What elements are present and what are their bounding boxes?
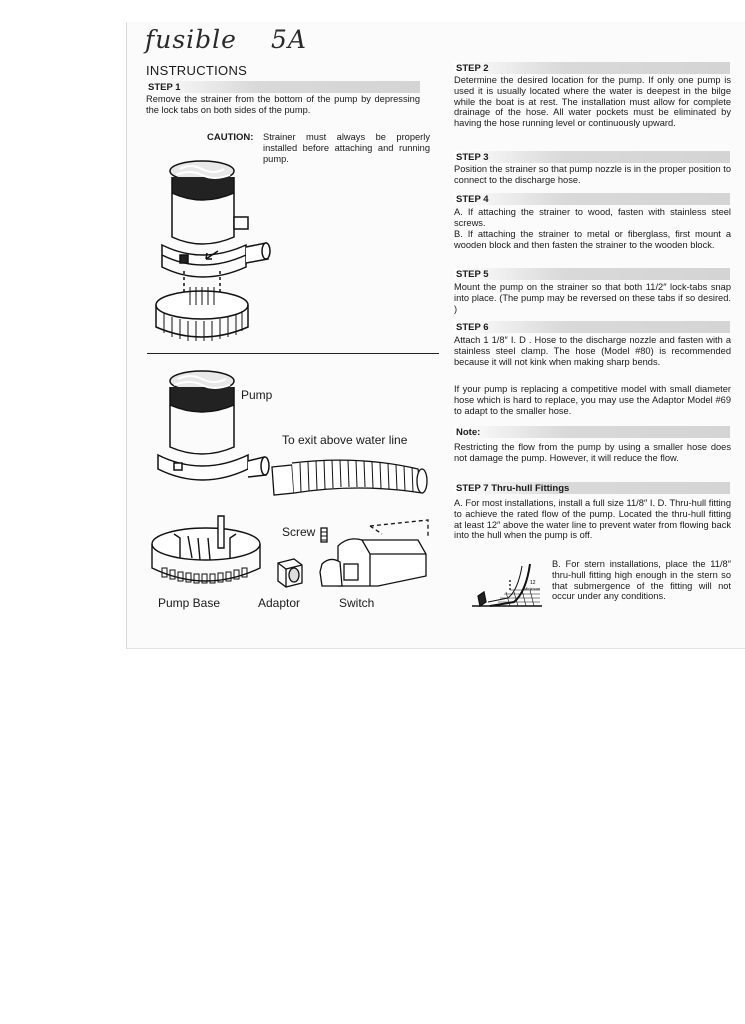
stern-mark-number: 12 xyxy=(530,580,536,586)
pump-base-label: Pump Base xyxy=(158,596,221,610)
step5-text: Mount the pump on the strainer so that both 11/2″ lock-tabs snap into place. (The pump may be reversed on these tabs if so desired. ) xyxy=(454,282,731,314)
section-divider xyxy=(147,353,439,354)
step7-text-b: B. For stern installations, place the 11/8″ thru-hull fitting high enough in the stern so that submergence of the fitting will not occur under any conditions. xyxy=(552,559,731,602)
step4-text-a: A. If attaching the strainer to wood, fasten with stainless steel screws. xyxy=(454,207,731,228)
stern-mark-unit: Minimum xyxy=(524,586,541,591)
adaptor-figure xyxy=(272,555,308,591)
pump-label: Pump xyxy=(241,388,273,402)
note-heading: Note: xyxy=(454,426,730,438)
adaptor-label: Adaptor xyxy=(258,596,301,610)
step1-heading: STEP 1 xyxy=(146,81,420,93)
exit-label: To exit above water line xyxy=(282,433,408,447)
pump-strainer-figure xyxy=(150,155,280,345)
step6-heading: STEP 6 xyxy=(454,321,730,333)
screw-label: Screw xyxy=(282,525,316,539)
step2-heading: STEP 2 xyxy=(454,62,730,74)
handwritten-amperage: 5A xyxy=(270,25,307,54)
hose-figure xyxy=(268,455,436,500)
switch-figure xyxy=(318,516,432,596)
step3-text: Position the strainer so that pump nozzle is in the proper position to connect to the discharge hose. xyxy=(454,164,731,185)
step4-text-b: B. If attaching the strainer to metal or fiberglass, first mount a wooden block and then fasten the strainer to the wooden block. xyxy=(454,229,731,250)
stern-fitting-figure xyxy=(470,562,550,612)
step7-text-a: A. For most installations, install a full size 11/8″ I. D. Thru-hull fitting to achieve the rated flow of the pump. Located the thru-hull fitting at least 12″ above the water line to prevent water from flowing back into the hull when the pump is off. xyxy=(454,498,731,541)
handwritten-note xyxy=(145,25,307,54)
switch-label: Switch xyxy=(339,596,375,610)
handwritten-word: fusible xyxy=(145,25,237,54)
doc-title: INSTRUCTIONS xyxy=(146,63,248,78)
note-text: Restricting the flow from the pump by using a smaller hose does not damage the pump. However, it will reduce the flow. xyxy=(454,442,731,463)
step2-text: Determine the desired location for the pump. If only one pump is used it is usually located where the water is deepest in the bilge while the boat is at rest. The installation must allow for complete drainage of the hose. All water pockets must be eliminated by having the hose running level or continuously upward. xyxy=(454,75,731,129)
caution-label: CAUTION: xyxy=(207,132,254,143)
step3-heading: STEP 3 xyxy=(454,151,730,163)
caution-text: Strainer must always be properly installed before attaching and running pump. xyxy=(263,132,430,164)
step6-text-2: If your pump is replacing a competitive model with small diameter hose which is hard to replace, you may use the Adaptor Model #69 to adapt to the smaller hose. xyxy=(454,384,731,416)
pump-base-figure xyxy=(148,512,266,592)
step5-heading: STEP 5 xyxy=(454,268,730,280)
step7-heading: STEP 7 Thru-hull Fittings xyxy=(454,482,730,494)
pump-figure xyxy=(152,365,282,500)
step1-text: Remove the strainer from the bottom of the pump by depressing the lock tabs on both sides of the pump. xyxy=(146,94,420,115)
step4-heading: STEP 4 xyxy=(454,193,730,205)
step6-text: Attach 1 1/8″ I. D . Hose to the discharge nozzle and fasten with a stainless steel clamp. The hose (Model #80) is recommended because it will not kink when making sharp bends. xyxy=(454,335,731,367)
